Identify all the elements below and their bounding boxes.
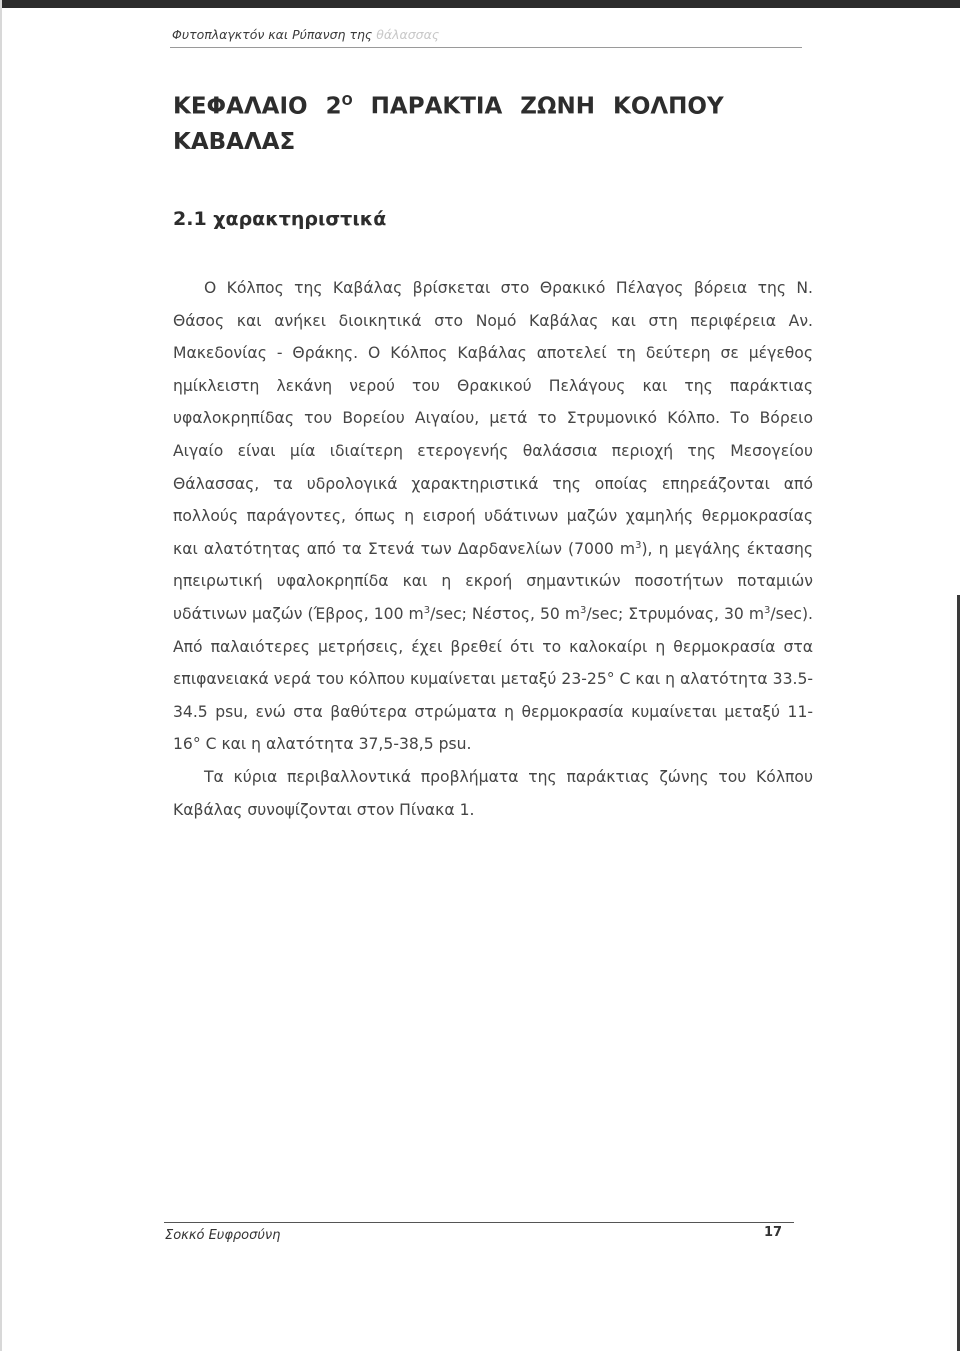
paragraph-1: [173, 272, 813, 761]
scan-top-edge: [0, 0, 960, 8]
header-rule: [170, 47, 802, 48]
footer-author: Σοκκό Ευφροσύνη: [165, 1228, 281, 1243]
chapter-title: [173, 84, 813, 160]
page-number: 17: [764, 1225, 783, 1240]
paragraph-1-part-a: Ο Κόλπος της Καβάλας βρίσκεται στο Θρακικό Πέλαγος βόρεια της Ν. Θάσος και ανήκει διοικητικά στο Νομό Καβάλας και στη περιφέρεια Αν. Μακεδονίας - Θράκης. Ο Κόλπος Καβάλας αποτελεί τη δεύτερη σε μέγεθος ημίκλειστη λεκάνη νερού του Θρακικού Πελάγους και της παράκτιας υφαλοκρηπίδας του Βορείου Αιγαίου, μετά το Στρυμονικό Κόλπο. Το Βόρειο Αιγαίο είναι μία ιδιαίτερη ετερογενής θαλάσσια περιοχή της Μεσογείου Θάλασσας, τα υδρολογικά χαρακτηριστικά της οποίας επηρεάζονται από πολλούς παράγοντες, όπως η εισροή υδάτινων μαζών χαμηλής θερμοκρασίας και αλατότητας από τα Στενά των Δαρδανελίων (7000 m: [173, 279, 813, 558]
superscript-cubic-2: 3: [423, 604, 431, 616]
section-heading: 2.1 χαρακτηριστικά: [173, 208, 387, 230]
body-text: [173, 272, 813, 826]
superscript-cubic-1: 3: [635, 539, 642, 551]
paragraph-2: Τα κύρια περιβαλλοντικά προβλήματα της παράκτιας ζώνης του Κόλπου Καβάλας συνοψίζονται στον Πίνακα 1.: [173, 767, 813, 819]
running-header-title: Φυτοπλαγκτόν και Ρύπανση της: [172, 27, 373, 42]
scan-left-edge: [0, 0, 2, 1351]
superscript-cubic-3: 3: [580, 604, 587, 616]
running-header: [172, 27, 439, 42]
paragraph-1-part-e: /sec). Από παλαιότερες μετρήσεις, έχει βρεθεί ότι το καλοκαίρι η θερμοκρασία στα επιφανειακά νερά του κόλπου κυμαίνεται μεταξύ 23-25° C και η αλατότητα 33.5-34.5 psu, ενώ στα βαθύτερα στρώματα η θερμοκρασία κυμαίνεται μεταξύ 11-16° C και η αλατότητα 37,5-38,5 psu.: [173, 604, 814, 754]
paragraph-1-part-d: /sec; Στρυμόνας, 30 m: [586, 604, 765, 623]
superscript-cubic-4: 3: [764, 604, 771, 616]
chapter-title-sup: Ο: [341, 94, 353, 109]
chapter-title-part1: ΚΕΦΑΛΑΙΟ 2: [173, 93, 342, 120]
paragraph-1-part-b: ), η μεγάλης έκτασης ηπειρωτική υφαλοκρηπίδα και η εκροή σημαντικών ποσοτήτων ποταμιών υδάτινων μαζών (Έβρος, 100 m: [173, 539, 813, 623]
footer-rule: [164, 1222, 794, 1223]
running-header-title-faded: θάλασσας: [376, 27, 440, 42]
paragraph-1-part-c: /sec; Νέστος, 50 m: [430, 604, 581, 623]
chapter-title-part2: ΠΑΡΑΚΤΙΑ ΖΩΝΗ ΚΟΛΠΟΥ ΚΑΒΑΛΑΣ: [173, 93, 724, 155]
